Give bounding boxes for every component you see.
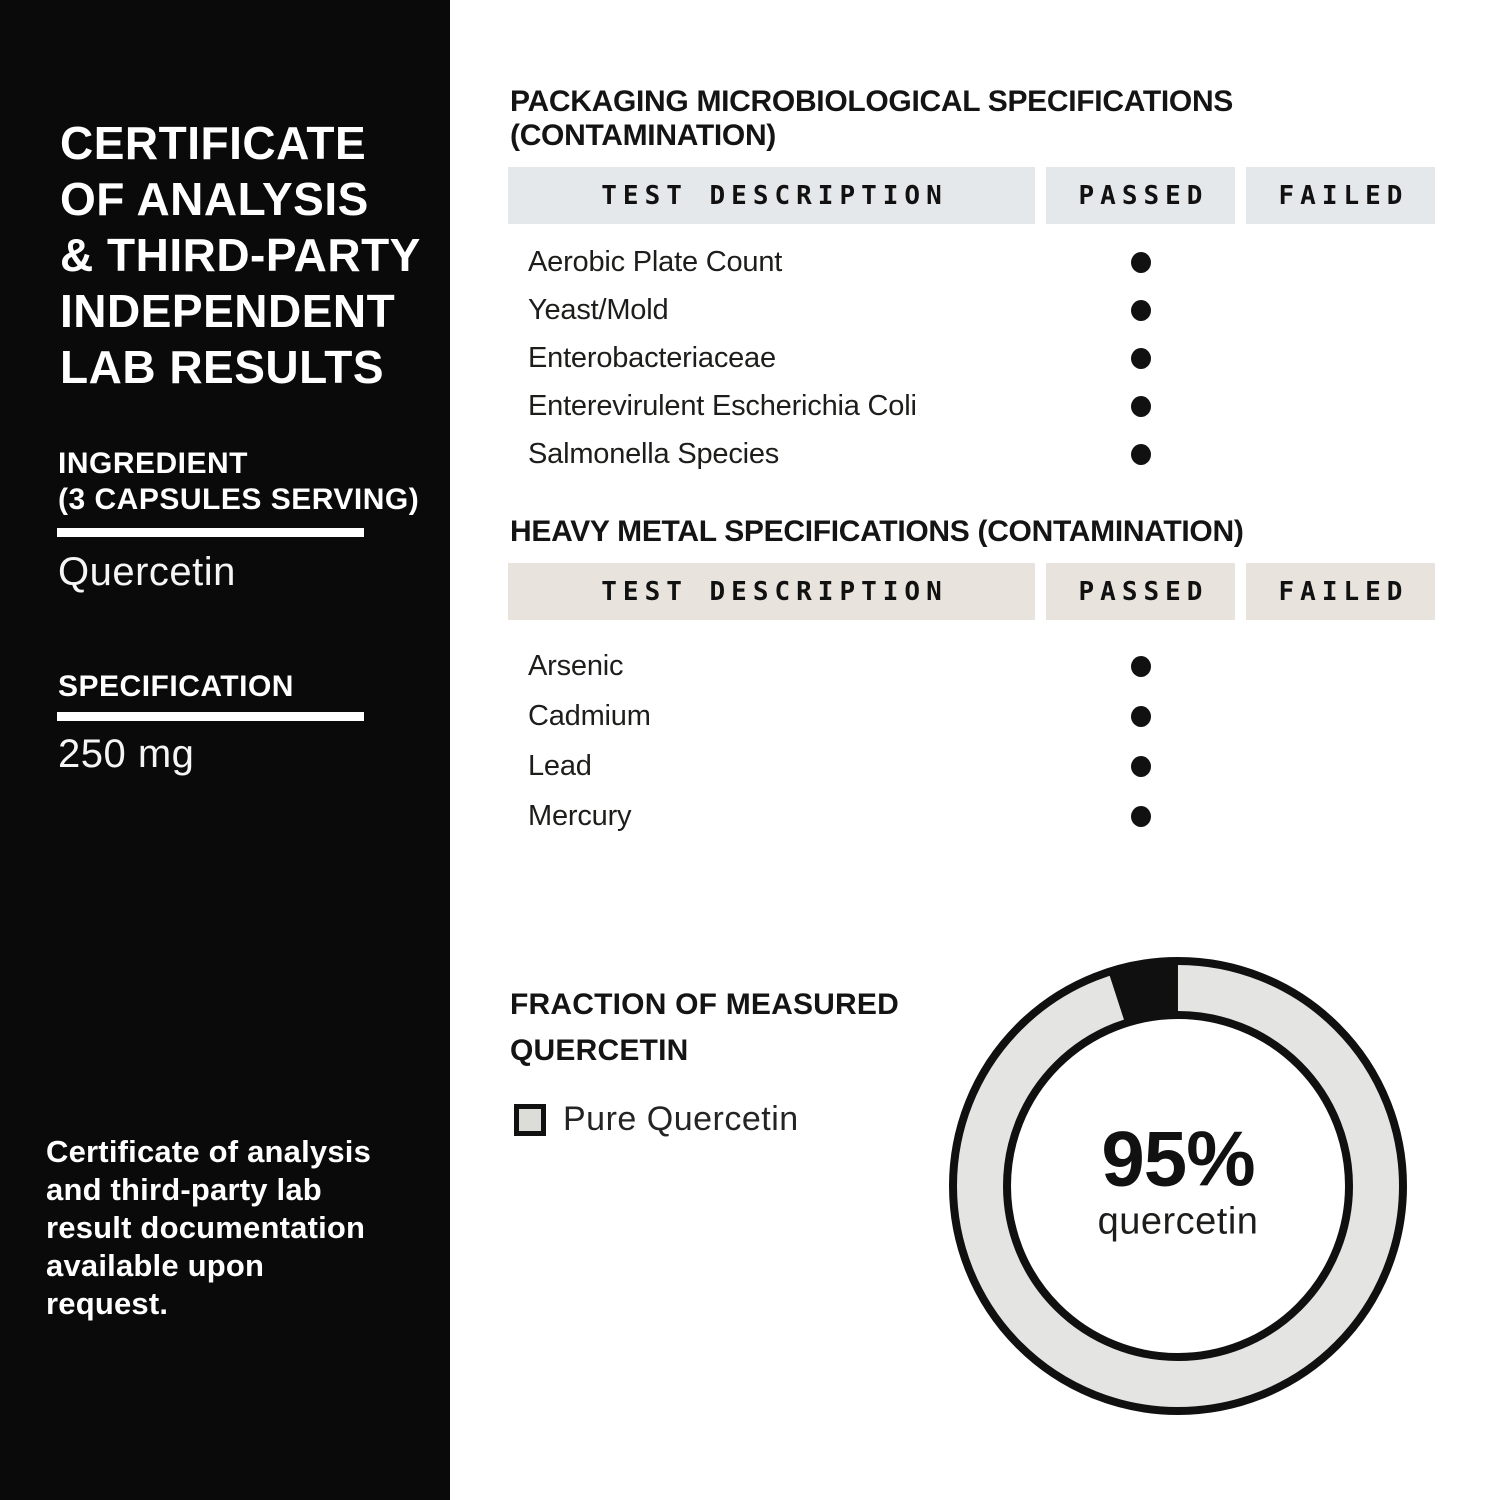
quercetin-donut-chart bbox=[949, 957, 1407, 1415]
passed-cell bbox=[1046, 396, 1235, 417]
table-body bbox=[508, 641, 1437, 841]
availability-note: Certificate of analysis and third-party lab result documentation available upon request. bbox=[46, 1134, 372, 1321]
test-description: Salmonella Species bbox=[528, 437, 780, 470]
table-row bbox=[508, 791, 1437, 841]
page-title: CERTIFICATE OF ANALYSIS & THIRD-PARTY INDEPENDENT LAB RESULTS bbox=[60, 116, 421, 393]
column-header-failed: FAILED bbox=[1246, 563, 1435, 620]
ingredient-label: INGREDIENT (3 CAPSULES SERVING) bbox=[58, 447, 420, 516]
table-header-row bbox=[508, 563, 1437, 620]
passed-dot bbox=[1131, 252, 1151, 273]
table-header-row bbox=[508, 167, 1437, 224]
table-row bbox=[508, 334, 1437, 382]
table-title: HEAVY METAL SPECIFICATIONS (CONTAMINATION) bbox=[510, 515, 1244, 548]
column-header-failed: FAILED bbox=[1246, 167, 1435, 224]
passed-cell bbox=[1046, 348, 1235, 369]
table-title: PACKAGING MICROBIOLOGICAL SPECIFICATIONS (CONTAMINATION) bbox=[510, 85, 1234, 152]
heavy-metal-specs-table bbox=[508, 515, 1437, 841]
passed-cell bbox=[1046, 656, 1235, 677]
passed-dot bbox=[1131, 444, 1151, 465]
test-description: Enterevirulent Escherichia Coli bbox=[528, 389, 917, 422]
passed-cell bbox=[1046, 252, 1235, 273]
table-row bbox=[508, 430, 1437, 478]
specification-label: SPECIFICATION bbox=[58, 670, 294, 703]
ingredient-value: Quercetin bbox=[58, 550, 236, 594]
passed-cell bbox=[1046, 444, 1235, 465]
passed-dot bbox=[1131, 806, 1151, 827]
table-row bbox=[508, 691, 1437, 741]
column-header-test-description: TEST DESCRIPTION bbox=[508, 563, 1035, 620]
test-description: Yeast/Mold bbox=[528, 293, 669, 326]
passed-dot bbox=[1131, 396, 1151, 417]
table-row bbox=[508, 286, 1437, 334]
test-description: Aerobic Plate Count bbox=[528, 245, 783, 278]
fraction-section-heading bbox=[510, 982, 899, 1074]
legend-label: Pure Quercetin bbox=[563, 1100, 799, 1138]
test-description: Cadmium bbox=[528, 699, 651, 732]
sidebar bbox=[0, 0, 450, 1500]
chart-legend bbox=[514, 1100, 799, 1139]
passed-cell bbox=[1046, 806, 1235, 827]
table-row bbox=[508, 641, 1437, 691]
test-description: Mercury bbox=[528, 799, 632, 832]
column-header-passed: PASSED bbox=[1046, 563, 1235, 620]
ingredient-divider bbox=[57, 528, 364, 537]
microbiological-specs-table bbox=[508, 85, 1437, 478]
table-row bbox=[508, 238, 1437, 286]
fraction-heading-line1: FRACTION OF MEASURED bbox=[510, 988, 899, 1021]
legend-swatch-icon bbox=[514, 1104, 546, 1136]
table-row bbox=[508, 382, 1437, 430]
column-header-passed: PASSED bbox=[1046, 167, 1235, 224]
donut-percentage: 95% bbox=[1101, 1114, 1255, 1203]
table-row bbox=[508, 741, 1437, 791]
passed-dot bbox=[1131, 706, 1151, 727]
passed-dot bbox=[1131, 756, 1151, 777]
passed-cell bbox=[1046, 300, 1235, 321]
fraction-heading-line2: QUERCETIN bbox=[510, 1034, 689, 1067]
donut-center-label bbox=[1097, 1114, 1259, 1244]
passed-dot bbox=[1131, 300, 1151, 321]
table-body bbox=[508, 238, 1437, 478]
test-description: Arsenic bbox=[528, 649, 624, 682]
column-header-test-description: TEST DESCRIPTION bbox=[508, 167, 1035, 224]
test-description: Lead bbox=[528, 749, 592, 782]
donut-caption: quercetin bbox=[1097, 1200, 1259, 1243]
passed-cell bbox=[1046, 706, 1235, 727]
passed-cell bbox=[1046, 756, 1235, 777]
passed-dot bbox=[1131, 656, 1151, 677]
specification-value: 250 mg bbox=[58, 732, 195, 776]
passed-dot bbox=[1131, 348, 1151, 369]
specification-divider bbox=[57, 712, 364, 721]
test-description: Enterobacteriaceae bbox=[528, 341, 776, 374]
